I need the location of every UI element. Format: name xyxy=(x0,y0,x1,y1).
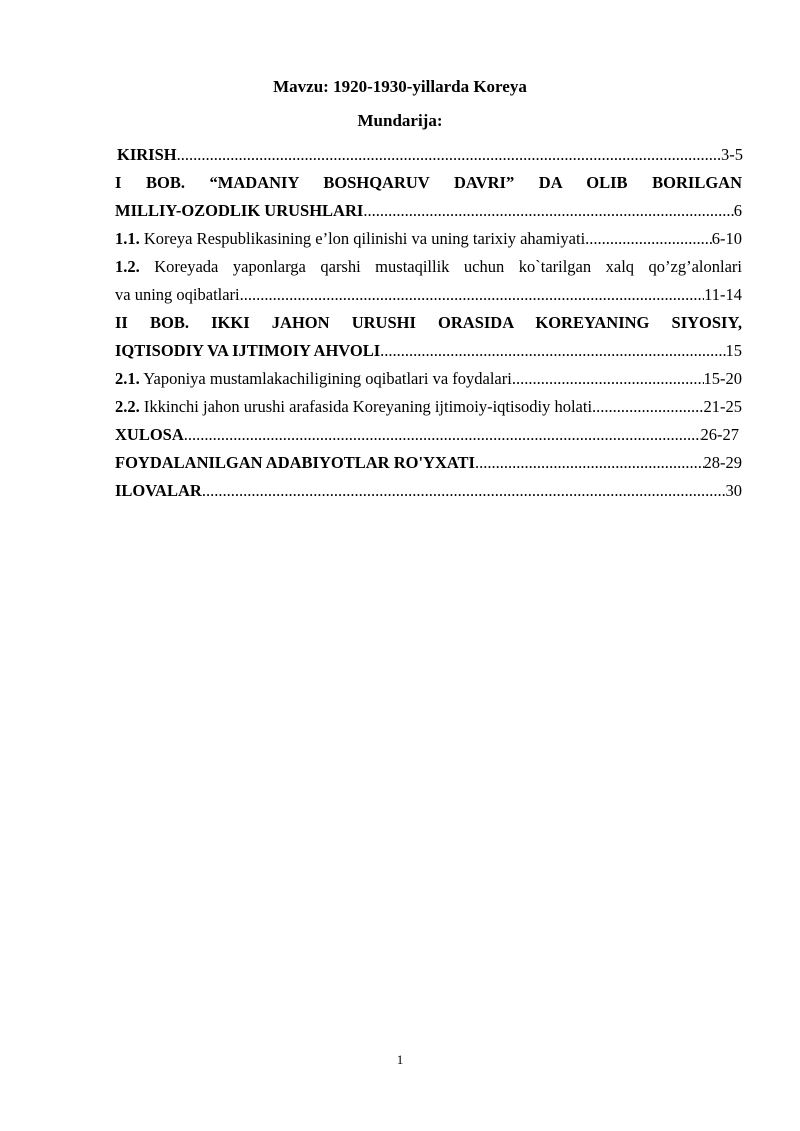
toc-entry-2-1 xyxy=(115,365,742,393)
section-title: Koreyada yaponlarga qarshi mustaqillik uchun ko`tarilgan xalq qo’zg’alonlari xyxy=(139,257,742,276)
toc-entry-1-1 xyxy=(115,225,742,253)
toc-entry-ilovalar xyxy=(115,477,742,505)
section-number: 2.2. xyxy=(115,397,140,416)
toc-entry-chapter2 xyxy=(115,337,742,365)
toc-page-number: 26-27 xyxy=(700,425,739,444)
toc-page-number: 3-5 xyxy=(721,145,743,164)
toc-entry-title: MILLIY-OZODLIK URUSHLARI xyxy=(115,201,364,220)
section-number: 2.1. xyxy=(115,369,140,388)
toc-dot-leader xyxy=(380,337,725,365)
toc-entry-1-2 xyxy=(115,281,742,309)
toc-page-number: 15 xyxy=(725,341,742,360)
toc-entry-chapter1 xyxy=(115,197,742,225)
section-title: Koreya Respublikasining e’lon qilinishi va uning tarixiy ahamiyati xyxy=(139,229,586,248)
toc-dot-leader xyxy=(363,197,733,225)
toc-entry-title: ILOVALAR xyxy=(115,481,202,500)
toc-entry-title: va uning oqibatlari xyxy=(115,285,240,304)
toc-entry-kirish xyxy=(115,141,743,169)
page-number: 1 xyxy=(396,1052,404,1067)
toc-page-number: 11-14 xyxy=(704,285,742,304)
toc-1-2-line1 xyxy=(115,253,742,281)
toc-chapter2-line1: II BOB. IKKI JAHON URUSHI ORASIDA KOREYANING SIYOSIY, xyxy=(115,313,742,332)
toc-page-number: 6 xyxy=(733,201,742,220)
toc-dot-leader xyxy=(184,421,701,449)
toc-dot-leader xyxy=(512,365,704,393)
toc-entry-title: FOYDALANILGAN ADABIYOTLAR RO'YXATI xyxy=(115,453,475,472)
toc-page-number: 6-10 xyxy=(711,229,742,248)
section-number: 1.1. xyxy=(115,229,140,248)
toc-entry-title: IQTISODIY VA IJTIMOIY AHVOLI xyxy=(115,341,381,360)
toc-entry-title: XULOSA xyxy=(115,425,184,444)
toc-dot-leader xyxy=(202,477,726,505)
toc-page-number: 15-20 xyxy=(703,369,742,388)
toc-entry-adabiyotlar xyxy=(115,449,742,477)
table-of-contents xyxy=(115,141,742,505)
toc-page-number: 30 xyxy=(725,481,742,500)
toc-page-number: 28-29 xyxy=(703,453,742,472)
section-number: 1.2. xyxy=(115,257,140,276)
toc-entry-title xyxy=(115,225,585,253)
toc-chapter1-line1: I BOB. “MADANIY BOSHQARUV DAVRI” DA OLIB BORILGAN xyxy=(115,173,742,192)
toc-dot-leader xyxy=(592,393,703,421)
toc-dot-leader xyxy=(240,281,704,309)
toc-entry-xulosa xyxy=(115,421,739,449)
contents-heading: Mundarija: xyxy=(357,111,443,130)
toc-entry-title: KIRISH xyxy=(117,145,177,164)
section-title: Yaponiya mustamlakachiligining oqibatlari va foydalari xyxy=(139,369,512,388)
toc-dot-leader xyxy=(177,141,721,169)
toc-entry-title xyxy=(115,393,592,421)
topic-title: Mavzu: 1920-1930-yillarda Koreya xyxy=(273,77,527,96)
toc-page-number: 21-25 xyxy=(703,397,742,416)
toc-entry-2-2 xyxy=(115,393,742,421)
toc-dot-leader xyxy=(475,449,704,477)
toc-entry-title xyxy=(115,365,512,393)
section-title: Ikkinchi jahon urushi arafasida Koreyaning ijtimoiy-iqtisodiy holati xyxy=(139,397,593,416)
toc-dot-leader xyxy=(585,225,712,253)
